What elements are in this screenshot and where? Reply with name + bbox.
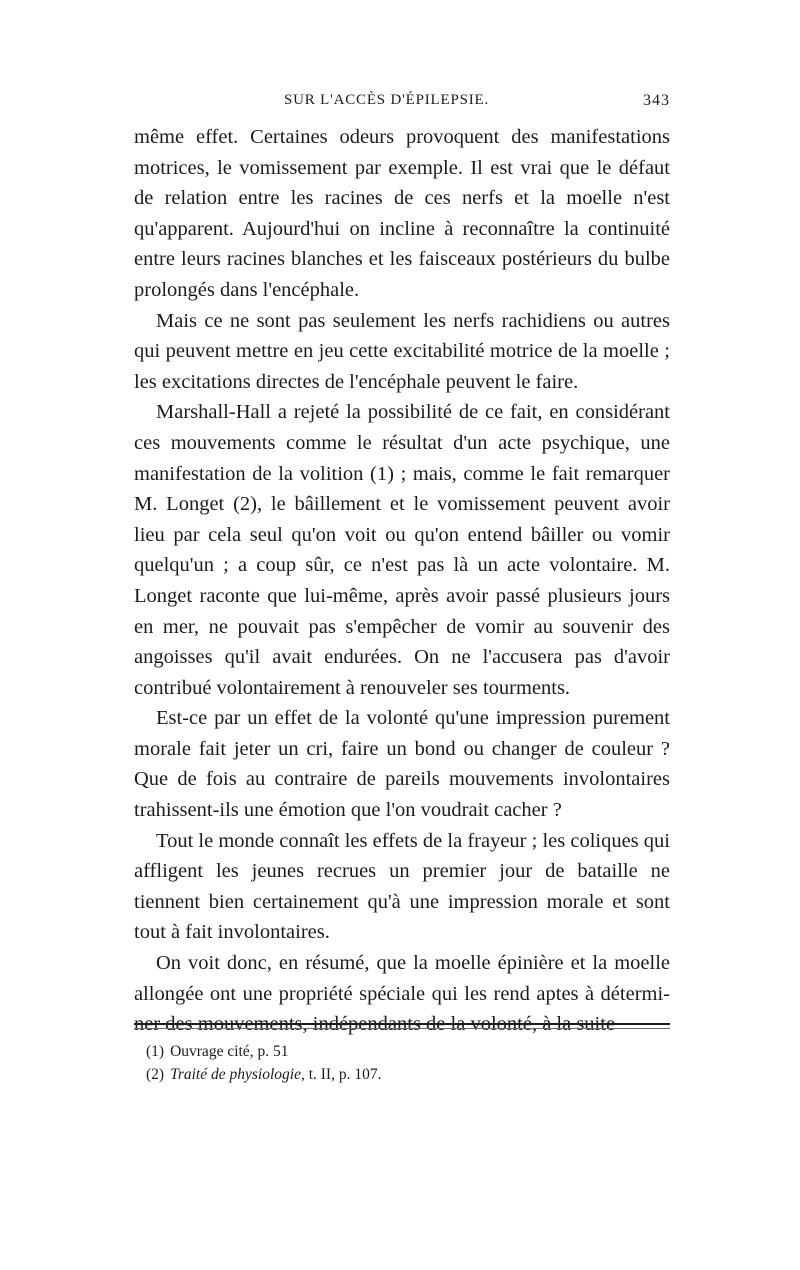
paragraph-4: Est-ce par un effet de la volonté qu'une impression purement morale fait jeter un cri, faire un bond ou changer de couleur ? Que de fois au contraire de pareils mouvements involontaires trahissent-ils une émotion que l'on voudrait cacher ? xyxy=(134,707,670,822)
page-number: 343 xyxy=(643,92,670,109)
footnote-mark: (1) xyxy=(146,1043,165,1060)
footnote-2 xyxy=(146,1063,666,1086)
footnote-text: Ouvrage cité, p. 51 xyxy=(170,1043,289,1060)
body-text xyxy=(134,122,670,1040)
paragraph-2: Mais ce ne sont pas seulement les nerfs rachidiens ou autres qui peuvent mettre en jeu cette excitabilité motrice de la moelle ; les excitations directes de l'encéphale peuvent le faire. xyxy=(134,309,670,393)
running-title: SUR L'ACCÈS D'ÉPILEPSIE. xyxy=(284,92,490,108)
paragraph-6: On voit donc, en résumé, que la moelle épinière et la moelle allongée ont une propriété spéciale qui les rend aptes à détermi- ner des mouvements, indépendants de la volonté, à la suite xyxy=(134,952,670,1036)
footnote-work-title: Traité de physiologie, xyxy=(170,1066,305,1083)
paragraph-1: même effet. Certaines odeurs provoquent des manifestations motrices, le vomissement par exemple. Il est vrai que le défaut de relation entre les racines de ces nerfs et la moelle n'est qu'apparent. Aujourd'hui on incline à reconnaître la continuité entre leurs racines blanches et les faisceaux postérieurs du bulbe prolongés dans l'encéphale. xyxy=(134,126,670,301)
footnote-rule-thin xyxy=(134,1028,670,1029)
footnote-rule xyxy=(134,1023,670,1025)
running-head xyxy=(134,92,670,118)
footnote-text: t. II, p. 107. xyxy=(304,1066,382,1083)
footnote-mark: (2) xyxy=(146,1066,165,1083)
paragraph-5: Tout le monde connaît les effets de la frayeur ; les coliques qui affligent les jeunes recrues un premier jour de bataille ne tiennent bien certainement qu'à une impression morale et sont tout à fait involontaires. xyxy=(134,829,670,944)
paragraph-3: Marshall-Hall a rejeté la possibilité de ce fait, en considérant ces mouvements comme le résultat d'un acte psychique, une manifestation de la volition (1) ; mais, comme le fait remarquer M. Longet (2), le bâillement et le vomissement peuvent avoir lieu par cela seul qu'on voit ou qu'on entend bâiller ou vomir quelqu'un ; a coup sûr, ce n'est pas là un acte volontaire. M. Longet raconte que lui-même, après avoir passé plusieurs jours en mer, ne pouvait pas s'empêcher de vomir au souvenir des angoisses qu'il avait endurées. On ne l'accusera pas d'avoir contribué volontairement à renouveler ses tourments. xyxy=(134,401,670,699)
footnote-1 xyxy=(146,1040,666,1063)
footnotes xyxy=(146,1040,666,1086)
